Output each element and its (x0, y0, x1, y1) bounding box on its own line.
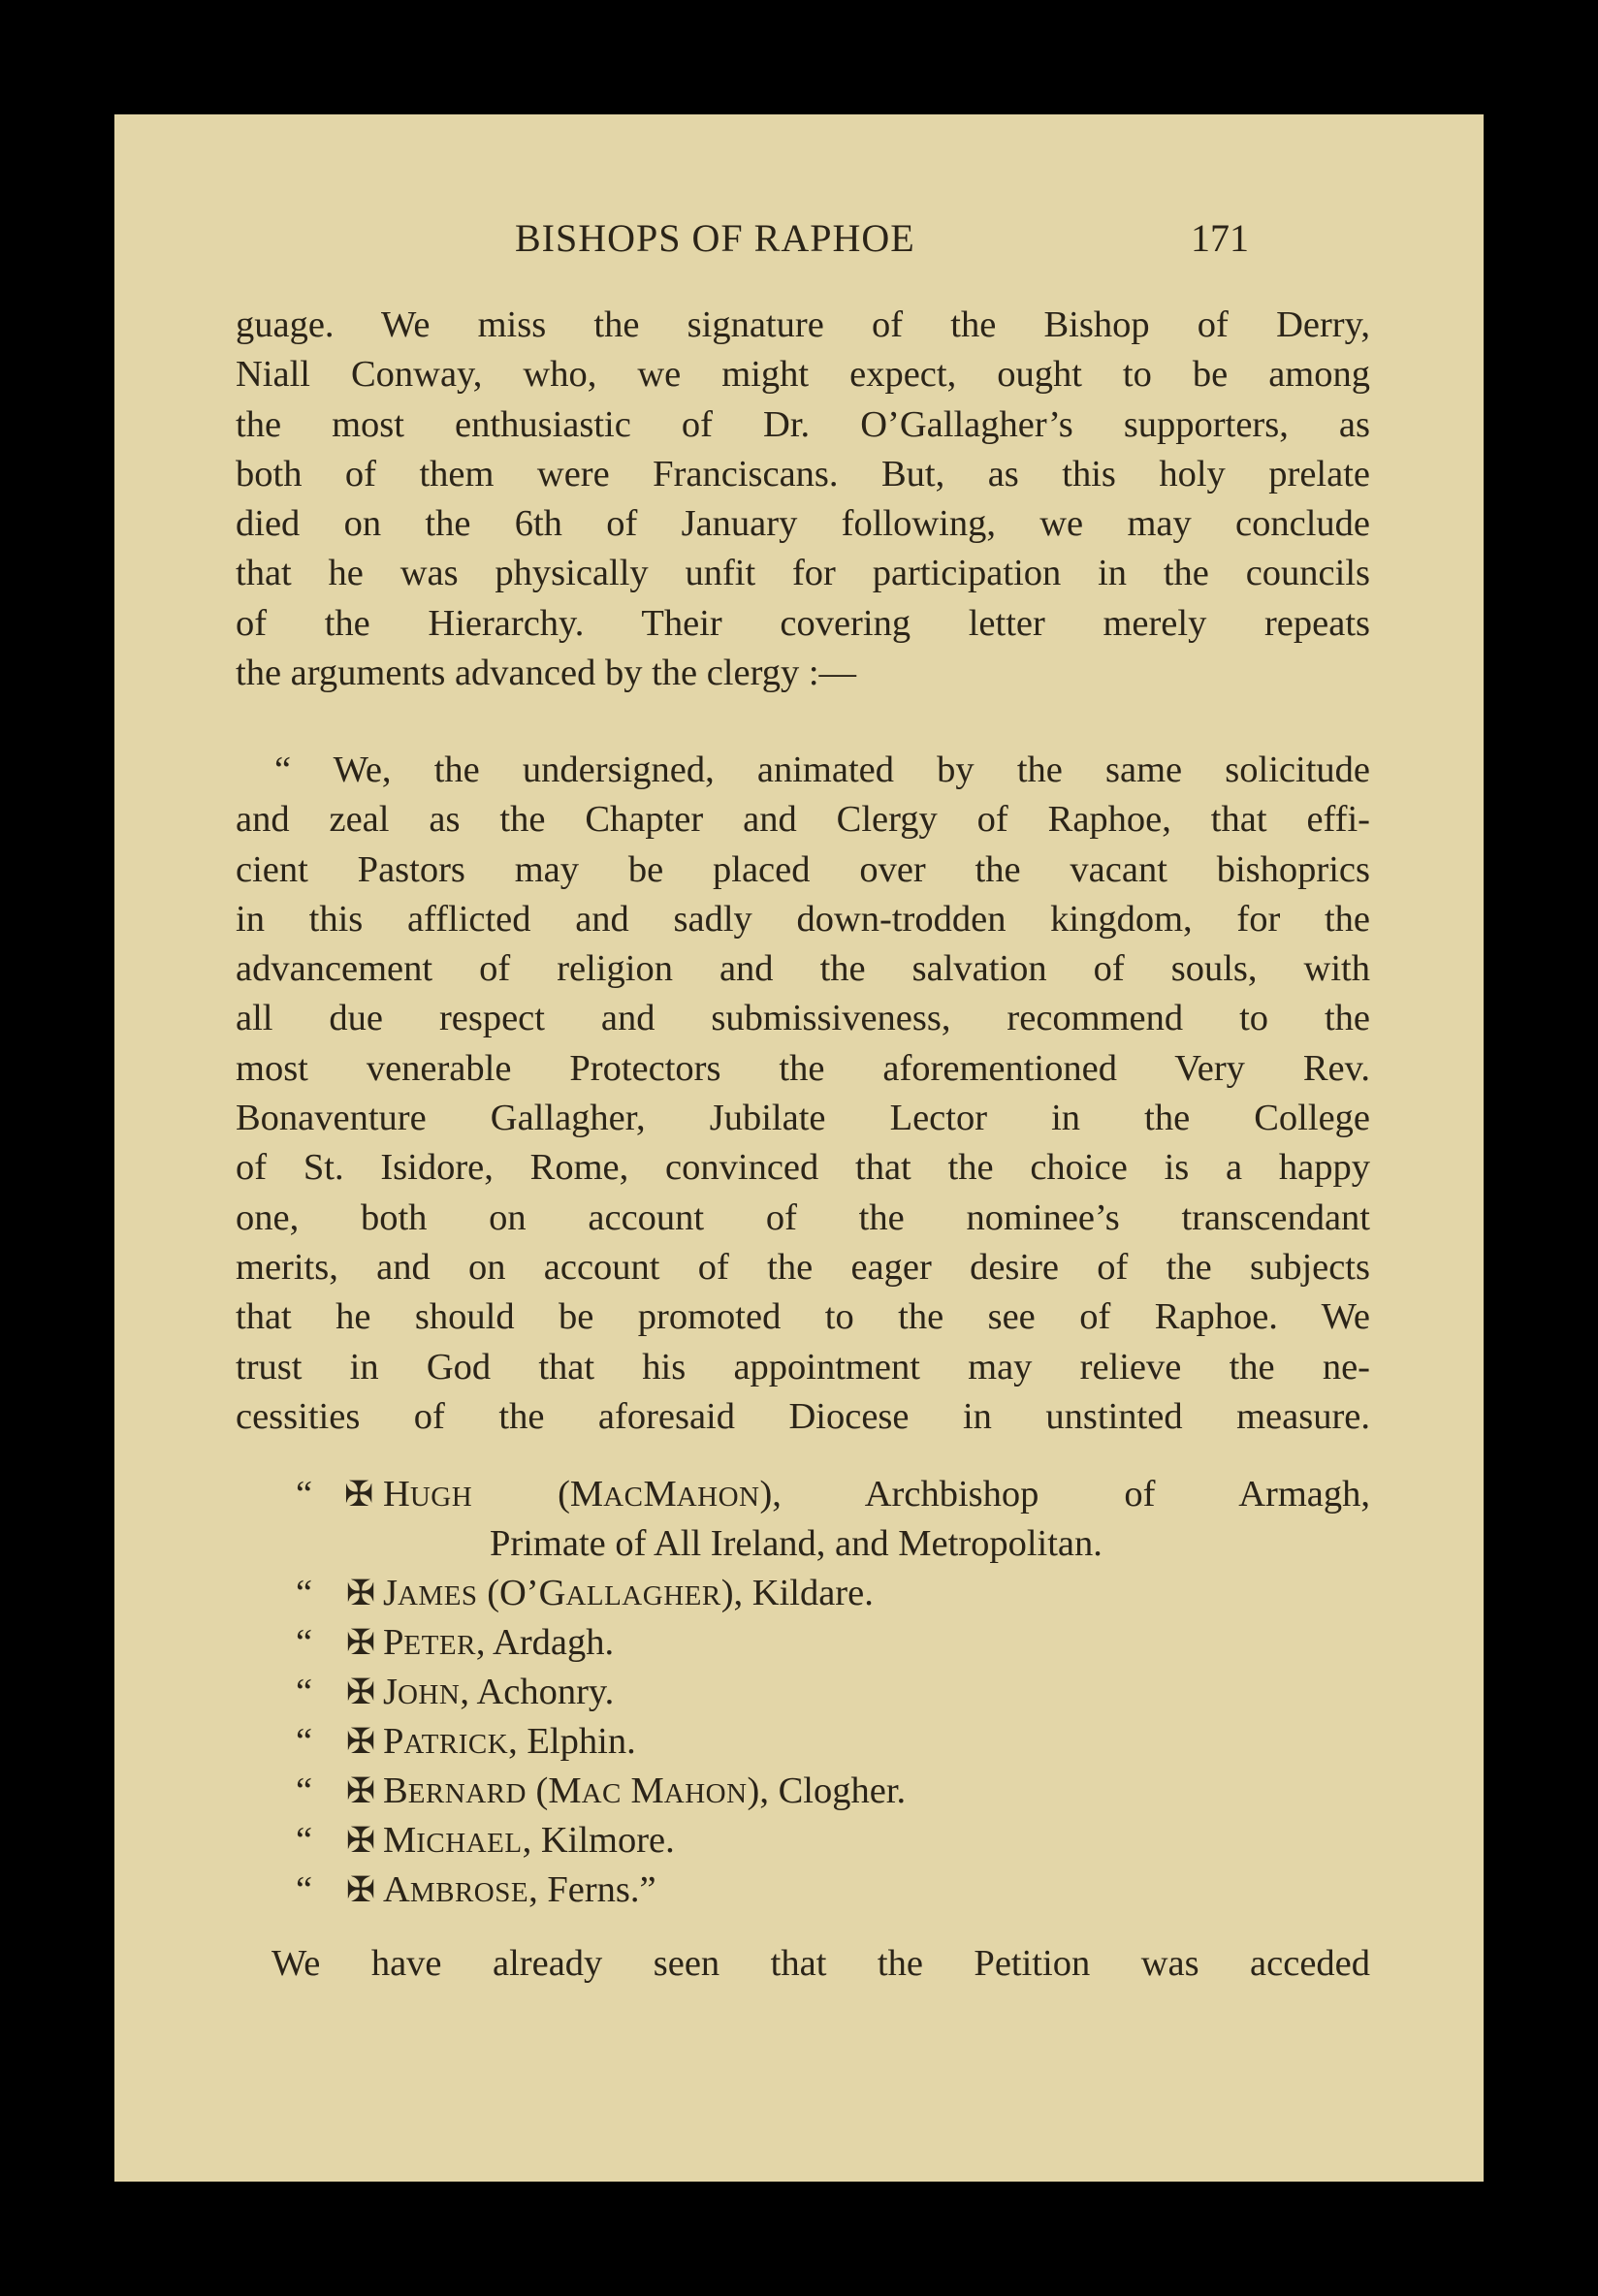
signature-ambrose (236, 1866, 1370, 1915)
name-initial: H (383, 1474, 410, 1515)
name-small-caps: AC (603, 1482, 644, 1513)
text-line: guage. We miss the signature of the Bishop of Derry, (236, 304, 1370, 345)
name-small-caps: OHN (397, 1679, 461, 1710)
signature-text: Primate of All Ireland, and Metropolitan. (490, 1523, 1103, 1564)
text-line: all due respect and submissiveness, recommend to the (236, 998, 1370, 1039)
paragraph-1 (236, 301, 1370, 698)
name-initial: M (383, 1820, 417, 1861)
quote-mark: “ (296, 1672, 313, 1712)
name-initial: M (643, 1474, 677, 1515)
cross-icon: ✠ (345, 1673, 376, 1712)
name-initial: P (383, 1721, 404, 1762)
signature-patrick (236, 1717, 1370, 1767)
text-line: died on the 6th of January following, we may conclude (236, 503, 1370, 545)
text-line: that he should be promoted to the see of Raphoe. We (236, 1296, 1370, 1338)
text-line: the most enthusiastic of Dr. O’Gallagher’s supporters, as (236, 403, 1370, 445)
running-title: BISHOPS OF RAPHOE (515, 216, 915, 260)
signature-james (236, 1569, 1370, 1618)
closing-line: We have already seen that the Petition was acceded (272, 1943, 1370, 1984)
name-initial: A (383, 1869, 410, 1910)
see-name: , Achonry. (460, 1672, 615, 1712)
see-name: ), Kildare. (720, 1573, 874, 1613)
text-line: the arguments advanced by the clergy :— (236, 653, 857, 694)
name-small-caps: ETER (403, 1630, 476, 1661)
text-line: in this afflicted and sadly down-trodden kingdom, for the (236, 898, 1370, 940)
cross-icon: ✠ (344, 1475, 374, 1515)
name-initial: J (383, 1672, 398, 1712)
quote-mark: “ (296, 1474, 313, 1515)
text-line: of St. Isidore, Rome, convinced that the choice is a happy (236, 1147, 1370, 1189)
text-line: “ We, the undersigned, animated by the same solicitude (274, 749, 1370, 790)
quote-mark: “ (296, 1820, 313, 1861)
text-line: most venerable Protectors the aforementioned Very Rev. (236, 1047, 1370, 1089)
name-small-caps: AHON (663, 1778, 748, 1809)
book-page (114, 114, 1484, 2182)
signature-text (344, 1866, 656, 1918)
see-name: , Ferns.” (528, 1869, 656, 1910)
text-line: Niall Conway, who, we might expect, ought to be among (236, 354, 1370, 396)
see-name: ), Archbishop of Armagh, (759, 1474, 1370, 1515)
quote-mark: “ (296, 1770, 313, 1811)
signature-peter (236, 1618, 1370, 1668)
quoted-letter (236, 746, 1370, 1442)
name-small-caps: AHON (676, 1482, 760, 1513)
name-paren: (O’G (477, 1573, 566, 1613)
cross-icon: ✠ (345, 1623, 376, 1663)
name-small-caps: ERNARD (407, 1778, 527, 1809)
name-small-caps: ATRICK (403, 1729, 509, 1760)
quote-mark: “ (296, 1869, 313, 1910)
cross-icon: ✠ (345, 1870, 376, 1910)
signature-text (344, 1717, 636, 1770)
cross-icon: ✠ (345, 1821, 376, 1861)
cross-icon: ✠ (345, 1722, 376, 1762)
name-initial: P (383, 1622, 404, 1663)
signature-hugh (236, 1470, 1370, 1519)
name-small-caps: ALLAGHER (565, 1580, 721, 1611)
text-line: advancement of religion and the salvation of souls, with (236, 948, 1370, 990)
page-number: 171 (1191, 216, 1249, 260)
text-line: that he was physically unfit for participation in the councils (236, 553, 1370, 594)
quote-mark: “ (296, 1721, 313, 1762)
see-name: ), Clogher. (747, 1770, 907, 1811)
cross-icon: ✠ (345, 1771, 376, 1811)
name-initial: M (621, 1770, 664, 1811)
page-header (114, 209, 1484, 268)
see-name: , Ardagh. (475, 1622, 615, 1663)
text-line: both of them were Franciscans. But, as this holy prelate (236, 453, 1370, 494)
see-name: , Elphin. (508, 1721, 636, 1762)
signature-list (236, 1470, 1370, 1915)
quote-mark: “ (296, 1573, 313, 1613)
text-line: one, both on account of the nominee’s transcendant (236, 1196, 1370, 1238)
name-initial: B (383, 1770, 408, 1811)
signature-michael (236, 1816, 1370, 1866)
signature-text (344, 1569, 874, 1621)
text-line: and zeal as the Chapter and Clergy of Raphoe, that effi- (236, 799, 1370, 841)
text-line: cient Pastors may be placed over the vacant bishoprics (236, 848, 1370, 890)
name-small-caps: ICHAEL (416, 1828, 523, 1859)
signature-text (344, 1767, 906, 1819)
name-paren: (M (472, 1474, 604, 1515)
signature-hugh-continuation (236, 1519, 1370, 1569)
name-small-caps: MBROSE (409, 1877, 529, 1908)
cross-icon: ✠ (345, 1574, 376, 1613)
text-line: of the Hierarchy. Their covering letter merely repeats (236, 602, 1370, 644)
signature-bernard (236, 1767, 1370, 1816)
text-line: merits, and on account of the eager desire of the subjects (236, 1246, 1370, 1288)
signature-text (344, 1470, 1370, 1522)
text-line: Bonaventure Gallagher, Jubilate Lector in the College (236, 1098, 1370, 1139)
name-paren: (M (526, 1770, 582, 1811)
see-name: , Kilmore. (522, 1820, 675, 1861)
text-line: cessities of the aforesaid Diocese in unstinted measure. (236, 1395, 1370, 1437)
name-small-caps: UGH (409, 1482, 473, 1513)
text-line: trust in God that his appointment may relieve the ne- (236, 1346, 1370, 1387)
signature-text (344, 1816, 675, 1868)
signature-john (236, 1668, 1370, 1717)
name-initial: J (383, 1573, 398, 1613)
name-small-caps: AMES (397, 1580, 478, 1611)
signature-text (344, 1618, 614, 1671)
signature-text (344, 1668, 614, 1720)
name-small-caps: AC (581, 1778, 622, 1809)
quote-mark: “ (296, 1622, 313, 1663)
